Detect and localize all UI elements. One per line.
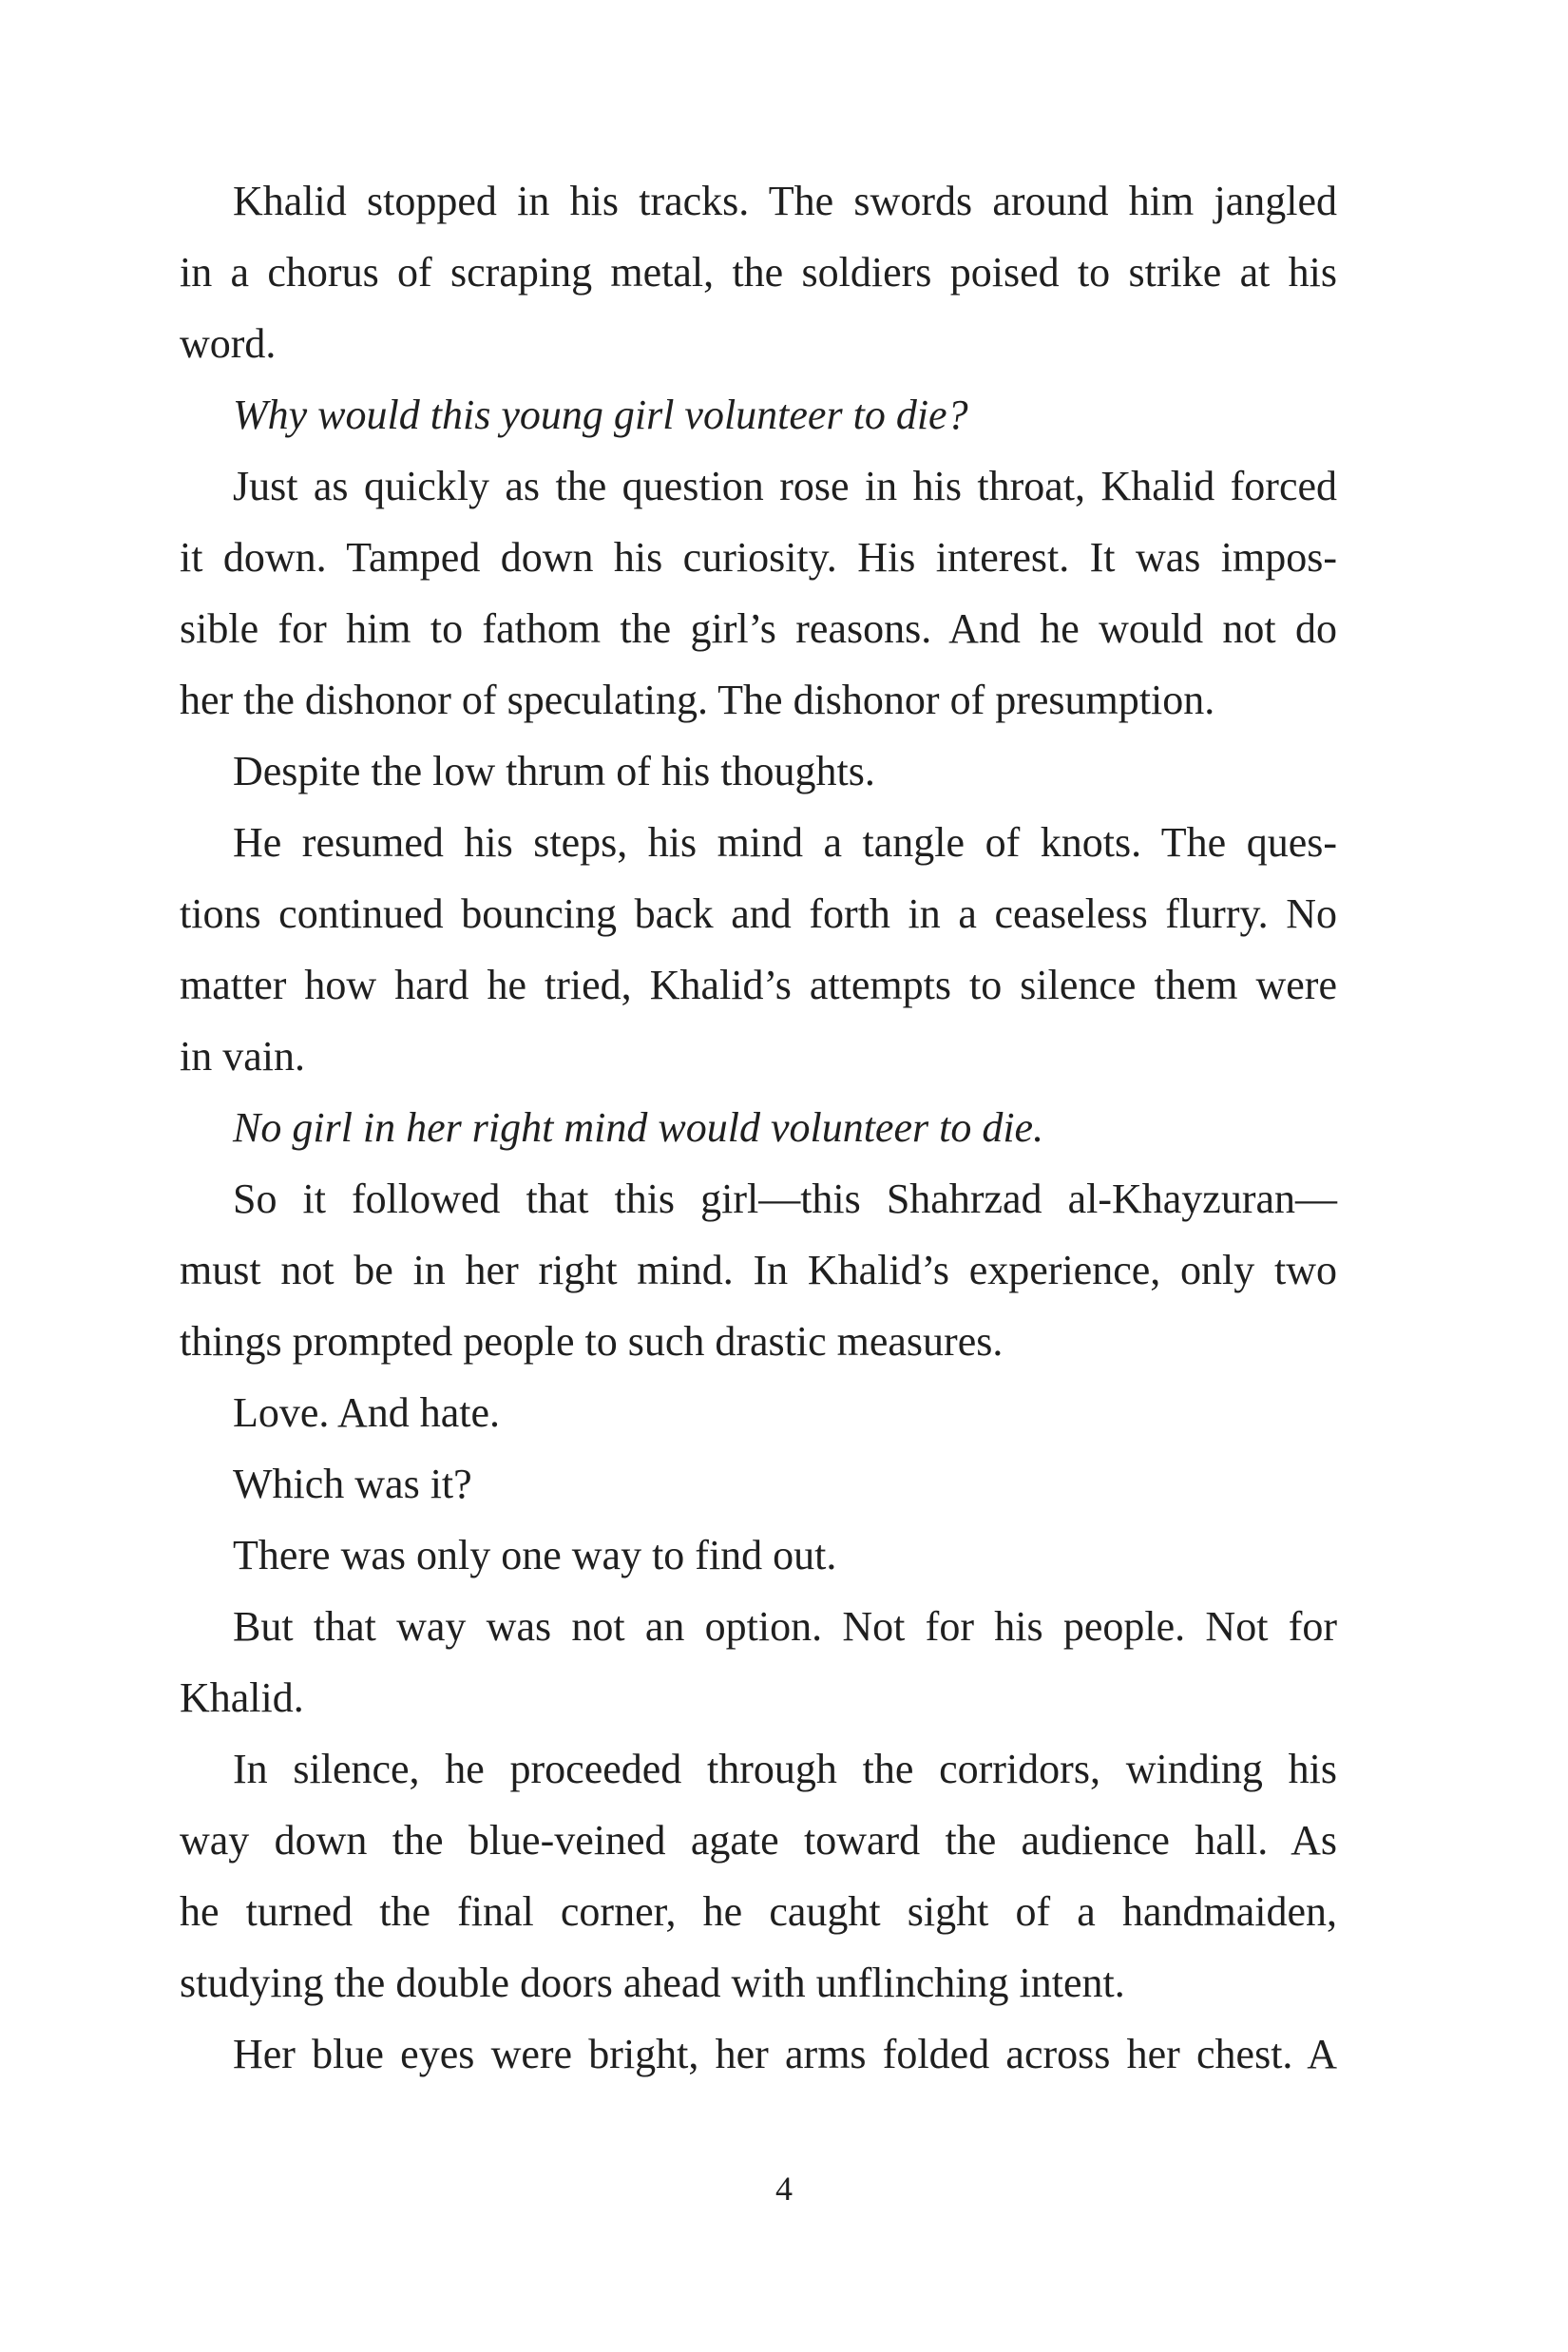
text-line: way down the blue-veined agate toward the audience hall. As <box>180 1817 1337 1864</box>
text-line: in a chorus of scraping metal, the soldiers poised to strike at his <box>180 249 1337 296</box>
text-line: Khalid. <box>180 1674 304 1721</box>
text-line: studying the double doors ahead with unflinching intent. <box>180 1960 1125 2006</box>
italic-thought-line: No girl in her right mind would volunteer to die. <box>233 1104 1044 1151</box>
text-line: sible for him to fathom the girl’s reasons. And he would not do <box>180 605 1337 652</box>
text-line: it down. Tamped down his curiosity. His interest. It was impos- <box>180 534 1337 581</box>
text-line: There was only one way to find out. <box>233 1532 837 1578</box>
text-line: tions continued bouncing back and forth in a ceaseless flurry. No <box>180 890 1337 937</box>
text-line: So it followed that this girl—this Shahrzad al-Khayzuran— <box>233 1176 1337 1222</box>
text-line: Just as quickly as the question rose in his throat, Khalid forced <box>233 463 1337 509</box>
text-line: her the dishonor of speculating. The dishonor of presumption. <box>180 677 1215 723</box>
text-line: Despite the low thrum of his thoughts. <box>233 748 875 794</box>
body-text <box>180 165 1337 2090</box>
text-line: Which was it? <box>233 1461 472 1507</box>
text-line: in vain. <box>180 1033 305 1080</box>
text-line: matter how hard he tried, Khalid’s attempts to silence them were <box>180 962 1337 1008</box>
text-line: Love. And hate. <box>233 1389 501 1436</box>
text-line: word. <box>180 320 277 367</box>
italic-thought-line: Why would this young girl volunteer to die? <box>233 392 968 438</box>
text-line: Khalid stopped in his tracks. The swords around him jangled <box>233 178 1337 224</box>
text-line: things prompted people to such drastic measures. <box>180 1318 1004 1365</box>
text-line: Her blue eyes were bright, her arms folded across her chest. A <box>233 2031 1337 2077</box>
text-line: He resumed his steps, his mind a tangle of knots. The ques- <box>233 819 1337 866</box>
page-number: 4 <box>775 2170 793 2208</box>
text-line: But that way was not an option. Not for his people. Not for <box>233 1603 1337 1650</box>
text-line: he turned the final corner, he caught sight of a handmaiden, <box>180 1888 1337 1935</box>
text-line: must not be in her right mind. In Khalid’s experience, only two <box>180 1247 1337 1293</box>
text-line: In silence, he proceeded through the corridors, winding his <box>233 1746 1337 1792</box>
